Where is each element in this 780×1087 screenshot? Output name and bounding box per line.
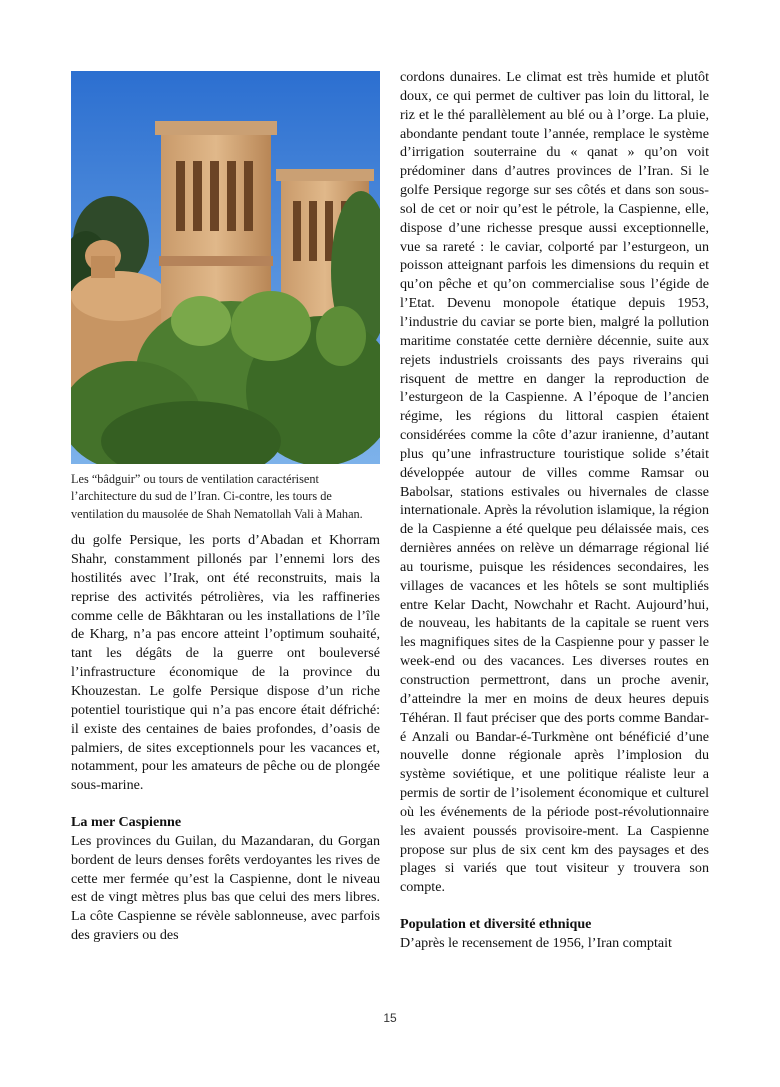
right-paragraph-1: cordons dunaires. Le climat est très humide et plutôt doux, ce qui permet de cultiver pas loin du littoral, le riz et le thé parallèlement au blé ou à l’orge. La pluie, abondante pendant toute l’année, remplace le système d’irrigation souterraine du « qanat » qu’on voit prédominer dans d’autres provinces de l’Iran. Si le golfe Persique regorge sur ses côtés et dans son sous-sol de cet or noir qu’est le pétrole, la Caspienne, elle, dispose d’une richesse presque aussi exceptionnelle, vue sa rareté : le caviar, colporté par l’esturgeon, un poisson atteignant parfois les dimensions du requin et qu’on pêche et qu’on commercialise sous l’égide de l’Etat. Devenu monopole étatique depuis 1953, l’industrie du caviar se porte bien, malgré la pollution maritime constatée cette dernière décennie, suite aux rejets industriels croissants des pays riverains qui risquent de mettre en danger la reproduction de l’esturgeon de la Caspienne. A l’époque de l’ancien régime, les régions du littoral caspien étaient considérées comme la côte d’azur iranienne, d’autant plus qu’une infrastructure touristique solide s’était développée autour de villes comme Ramsar ou Babolsar, stations estivales ou hivernales de classe internationale. Après la révolution islamique, la région de la Caspienne a été quelque peu délaissée mais, ces dernières années on relève un démarrage régional lié au tourisme, puisque les résidences secondaires, les villages de vacances et les hôtels se sont multipliés entre Kelar Dacht, Nowchahr et Racht. Aujourd’hui, de nouveau, les habitants de la capitale se ruent vers les magnifiques sites de la Caspienne pour y passer le week-end ou des vacances. Les diverses routes en construction permettront, dans un proche avenir, d’atteindre la mer en moins de deux heures depuis Téhéran. Il faut préciser que des ports comme Bandar-é Anzali ou Bandar-é-Turkmène ont bénéficié d’une nouvelle donne régionale après l’implosion du système soviétique, et une politique réaliste leur a permis de sortir de l’isolement économique et culturel où les événements de la période post-révolutionnaire les avaient poussés provisoire-ment. La Caspienne propose sur plus de six cent km des paysages et des plages si variés que tout visiteur y trouvera son compte. — [400, 69, 709, 896]
section-heading-caspian: La mer Caspienne — [71, 814, 182, 831]
photo-caption: Les “bâdguir” ou tours de ventilation caractérisent l’architecture du sud de l’Iran. Ci-contre, les tours de ventilation du mausolée de Shah Nematollah Vali à Mahan. — [71, 472, 363, 521]
right-paragraph-2: D’après le recensement de 1956, l’Iran comptait — [400, 934, 672, 951]
windcatcher-towers-photo — [71, 71, 380, 464]
page-number: 15 — [383, 1011, 397, 1025]
left-paragraph-1: du golfe Persique, les ports d’Abadan et Khorram Shahr, constamment pillonés par l’ennemi lors des hostilités avec l’Irak, ont été reconstruits, mais la reprise des activités pétrolières, via les raffineries comme celle de Bâkhtaran ou les installations de l’île de Kharg, n’a pas encore atteint l’optimum souhaité, tant les dégâts de la guerre ont bouleversé l’infrastructure économique de la province du Khouzestan. Le golfe Persique dispose d’un riche potentiel touristique qui n’a pas encore était défriché: il existe des centaines de baies profondes, d’oasis de palmiers, de sites exceptionnels pour les vacances et, notamment, pour les amateurs de pêche ou de plongée sous-marine. — [71, 532, 380, 794]
right-column — [400, 68, 709, 953]
left-paragraph-2: Les provinces du Guilan, du Mazandaran, du Gorgan bordent de leurs denses forêts verdoyantes les rives de cette mer fermée qu’est la Caspienne, dont le niveau est de vingt mètres plus bas que celui des mers libres. La côte Caspienne se révèle sablonneuse, avec parfois des graviers ou des — [71, 832, 380, 944]
section-heading-population: Population et diversité ethnique — [400, 916, 592, 933]
left-column — [71, 71, 380, 945]
